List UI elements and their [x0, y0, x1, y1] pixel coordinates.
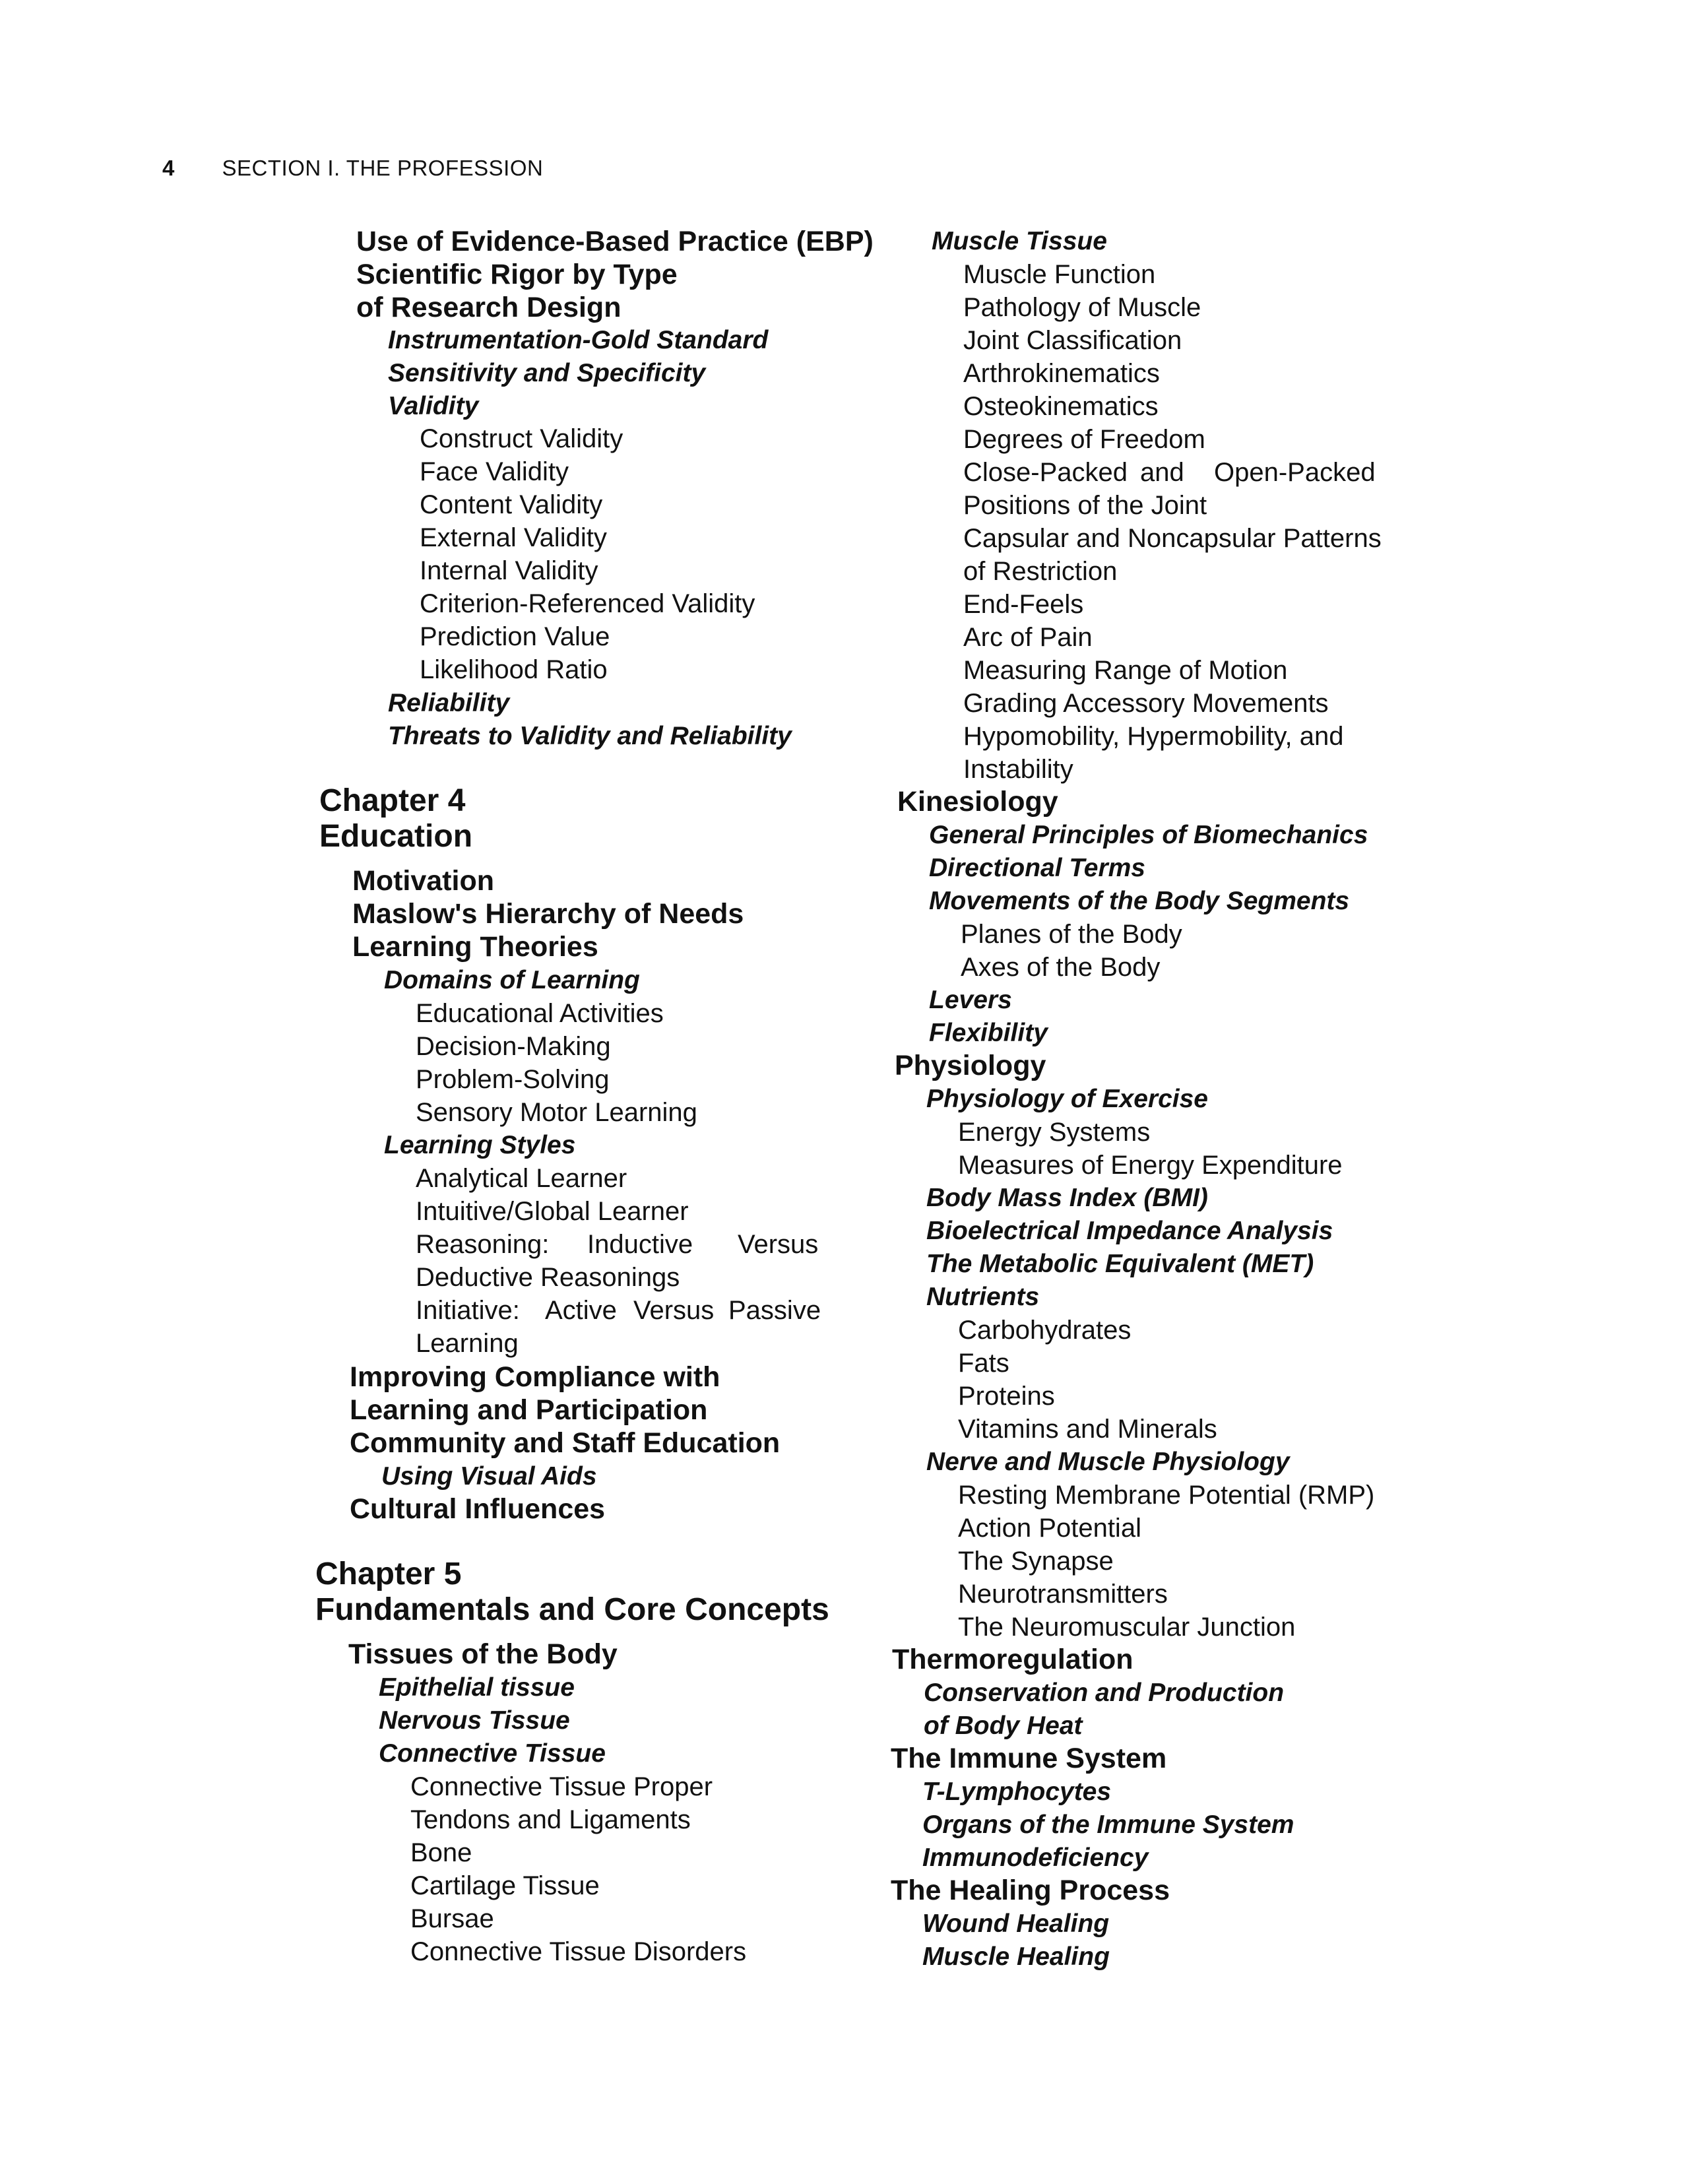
chapter-title: Fundamentals and Core Concepts [315, 1592, 829, 1627]
toc-item: The Synapse [958, 1547, 1114, 1576]
toc-item: Proteins [958, 1382, 1055, 1411]
toc-subentry: Nutrients [926, 1283, 1040, 1311]
toc-item: Measuring Range of Motion [963, 656, 1288, 685]
toc-item: Prediction Value [420, 622, 610, 651]
toc-subentry: Domains of Learning [384, 966, 640, 994]
toc-item: Action Potential [958, 1514, 1141, 1543]
toc-entry: Physiology [895, 1050, 1046, 1081]
toc-entry: The Healing Process [891, 1875, 1170, 1906]
toc-word: and [1140, 458, 1184, 487]
section-title: SECTION I. THE PROFESSION [222, 156, 544, 180]
toc-subentry: Learning Styles [384, 1131, 576, 1159]
toc-entry: Tissues of the Body [348, 1638, 618, 1670]
toc-item: Measures of Energy Expenditure [958, 1151, 1343, 1180]
toc-item: Deductive Reasonings [416, 1263, 680, 1292]
toc-item [963, 458, 1376, 487]
toc-subentry: Body Mass Index (BMI) [926, 1184, 1208, 1212]
toc-entry: Maslow's Hierarchy of Needs [352, 898, 744, 930]
toc-item: Positions of the Joint [963, 491, 1207, 520]
page-number: 4 [162, 156, 175, 180]
toc-subentry: T-Lymphocytes [922, 1778, 1112, 1806]
toc-item: Criterion-Referenced Validity [420, 589, 755, 618]
toc-subentry: Conservation and Production [924, 1679, 1285, 1707]
toc-item: External Validity [420, 523, 607, 552]
toc-subentry: Levers [929, 986, 1012, 1014]
toc-item: Connective Tissue Disorders [410, 1937, 747, 1966]
toc-subentry: Sensitivity and Specificity [388, 359, 706, 387]
toc-subentry: Physiology of Exercise [926, 1085, 1209, 1113]
toc-item: Muscle Function [963, 260, 1156, 289]
toc-subentry: Threats to Validity and Reliability [388, 722, 792, 750]
toc-subentry: Muscle Tissue [932, 227, 1107, 255]
toc-entry: The Immune System [891, 1743, 1167, 1774]
toc-entry: Community and Staff Education [350, 1427, 781, 1459]
toc-entry: Use of Evidence-Based Practice (EBP) [356, 226, 874, 257]
toc-subentry: Instrumentation-Gold Standard [388, 326, 769, 354]
toc-subentry: Flexibility [929, 1019, 1048, 1047]
toc-item: Tendons and Ligaments [410, 1805, 691, 1834]
toc-word: Active [545, 1296, 617, 1325]
toc-item: Arc of Pain [963, 623, 1093, 652]
toc-item: Intuitive/Global Learner [416, 1197, 689, 1226]
toc-item: Instability [963, 755, 1073, 784]
toc-item: Neurotransmitters [958, 1580, 1168, 1609]
toc-entry: Motivation [352, 865, 494, 897]
toc-word: Open-Packed [1214, 458, 1376, 487]
chapter-label: Chapter 4 [319, 783, 466, 818]
toc-item: Bursae [410, 1904, 494, 1933]
toc-entry: Learning Theories [352, 931, 598, 963]
toc-item: Content Validity [420, 490, 603, 519]
toc-subentry: Bioelectrical Impedance Analysis [926, 1217, 1333, 1245]
toc-subentry: Connective Tissue [379, 1739, 606, 1768]
toc-entry: Improving Compliance with [350, 1361, 720, 1393]
toc-item: Planes of the Body [961, 920, 1182, 949]
toc-subentry: of Body Heat [924, 1712, 1083, 1740]
toc-word: Reasoning: [416, 1230, 550, 1259]
toc-item: Connective Tissue Proper [410, 1772, 713, 1801]
toc-item: Face Validity [420, 457, 569, 486]
toc-word: Close-Packed [963, 458, 1128, 487]
toc-subentry: Wound Healing [922, 1910, 1110, 1938]
toc-entry: Scientific Rigor by Type [356, 259, 678, 290]
toc-entry: Kinesiology [897, 786, 1058, 818]
toc-item: Problem-Solving [416, 1065, 610, 1094]
toc-word: Versus [738, 1230, 819, 1259]
toc-subentry: Validity [388, 392, 479, 420]
toc-item: Likelihood Ratio [420, 655, 608, 684]
toc-item: of Restriction [963, 557, 1118, 586]
toc-item: Axes of the Body [961, 953, 1161, 982]
toc-item: Internal Validity [420, 556, 598, 585]
toc-item: Carbohydrates [958, 1316, 1132, 1345]
toc-item [416, 1230, 819, 1259]
toc-entry: Cultural Influences [350, 1493, 606, 1525]
running-header [162, 156, 543, 181]
toc-item: Arthrokinematics [963, 359, 1160, 388]
toc-subentry: General Principles of Biomechanics [929, 821, 1368, 849]
toc-word: Inductive [587, 1230, 693, 1259]
toc-subentry: Organs of the Immune System [922, 1811, 1294, 1839]
toc-item: Educational Activities [416, 999, 664, 1028]
toc-item: Fats [958, 1349, 1009, 1378]
toc-subentry: Muscle Healing [922, 1943, 1110, 1971]
toc-subentry: Nerve and Muscle Physiology [926, 1448, 1290, 1476]
chapter-title: Education [319, 819, 473, 854]
toc-item [416, 1296, 821, 1325]
toc-item: Sensory Motor Learning [416, 1098, 697, 1127]
toc-item: Analytical Learner [416, 1164, 627, 1193]
toc-item: Vitamins and Minerals [958, 1415, 1217, 1444]
toc-subentry: Movements of the Body Segments [929, 887, 1350, 915]
toc-item: Energy Systems [958, 1118, 1151, 1147]
toc-subentry: Immunodeficiency [922, 1844, 1149, 1872]
toc-word: Versus [633, 1296, 715, 1325]
toc-item: Learning [416, 1329, 519, 1358]
toc-item: Grading Accessory Movements [963, 689, 1329, 718]
toc-item: Construct Validity [420, 424, 623, 453]
toc-item: Hypomobility, Hypermobility, and [963, 722, 1344, 751]
toc-subentry: The Metabolic Equivalent (MET) [926, 1250, 1314, 1278]
toc-item: Capsular and Noncapsular Patterns [963, 524, 1382, 553]
toc-subentry: Epithelial tissue [379, 1673, 575, 1702]
toc-subentry: Reliability [388, 689, 510, 717]
toc-item: Osteokinematics [963, 392, 1159, 421]
toc-subentry: Directional Terms [929, 854, 1145, 882]
toc-entry: of Research Design [356, 292, 622, 323]
toc-item: Bone [410, 1838, 472, 1867]
toc-entry: Thermoregulation [892, 1644, 1133, 1675]
toc-word: Passive [728, 1296, 821, 1325]
toc-item: Cartilage Tissue [410, 1871, 600, 1900]
toc-subentry: Nervous Tissue [379, 1706, 570, 1735]
toc-item: Decision-Making [416, 1032, 611, 1061]
toc-item: Degrees of Freedom [963, 425, 1205, 454]
chapter-label: Chapter 5 [315, 1557, 462, 1591]
toc-item: Resting Membrane Potential (RMP) [958, 1481, 1375, 1510]
toc-word: Initiative: [416, 1296, 520, 1325]
toc-entry: Learning and Participation [350, 1394, 708, 1426]
toc-item: The Neuromuscular Junction [958, 1613, 1296, 1642]
toc-item: End-Feels [963, 590, 1084, 619]
toc-subentry: Using Visual Aids [381, 1462, 597, 1491]
toc-item: Pathology of Muscle [963, 293, 1201, 322]
toc-item: Joint Classification [963, 326, 1182, 355]
